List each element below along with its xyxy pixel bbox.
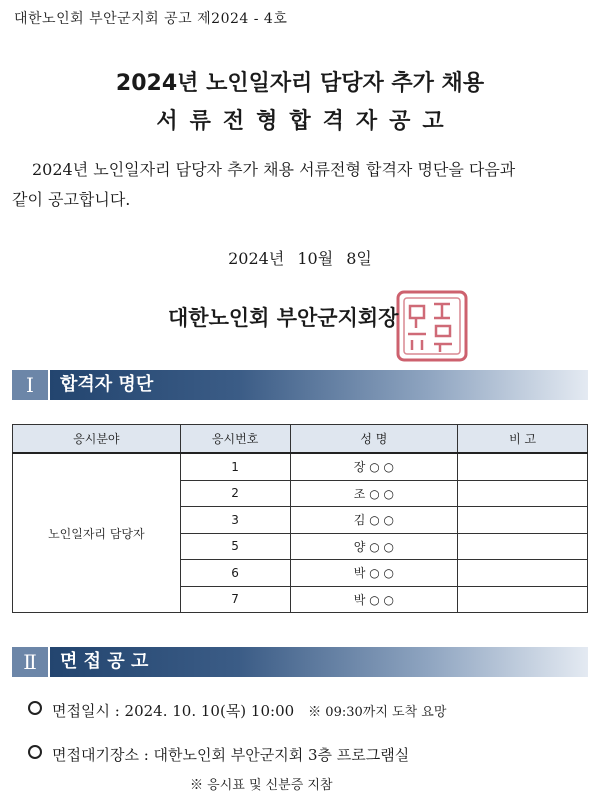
signature: 대한노인회 부안군지회장: [168, 306, 399, 330]
remarks-cell: [458, 560, 588, 587]
header-number: 응시번호: [180, 425, 290, 454]
notice-number: 대한노인회 부안군지회 공고 제2024 - 4호: [14, 11, 288, 27]
results-table: [12, 424, 588, 613]
announcement-date: 2024년 10월 8일: [228, 249, 372, 268]
document-title: 2024년 노인일자리 담당자 추가 채용: [115, 71, 485, 96]
interview-place: [28, 744, 409, 765]
section-number: Ⅰ: [12, 370, 48, 400]
name-cell: 양 ○ ○: [290, 533, 458, 560]
intro-line-2: 같이 공고합니다.: [12, 190, 131, 209]
header-remarks: 비 고: [458, 425, 588, 454]
section-title: 면 접 공 고: [60, 651, 149, 672]
interview-time: [28, 700, 446, 721]
name-cell: 김 ○ ○: [290, 507, 458, 534]
number-cell: 6: [180, 560, 290, 587]
bullet-circle-icon: [28, 701, 42, 715]
interview-time-text: 면접일시 : 2024. 10. 10(목) 10:00: [52, 702, 295, 720]
document-subtitle: 서류전형합격자공고: [156, 109, 456, 134]
section-header-interview: [12, 647, 588, 677]
intro-line-1: 2024년 노인일자리 담당자 추가 채용 서류전형 합격자 명단을 다음과: [32, 160, 516, 179]
remarks-cell: [458, 533, 588, 560]
name-cell: 장 ○ ○: [290, 453, 458, 480]
section-title: 합격자 명단: [60, 374, 154, 395]
table-row: [13, 453, 588, 480]
number-cell: 1: [180, 453, 290, 480]
name-cell: 박 ○ ○: [290, 560, 458, 587]
field-cell: 노인일자리 담당자: [13, 453, 181, 613]
name-cell: 조 ○ ○: [290, 480, 458, 507]
name-cell: 박 ○ ○: [290, 586, 458, 613]
section-number: Ⅱ: [12, 647, 48, 677]
bullet-circle-icon: [28, 745, 42, 759]
number-cell: 7: [180, 586, 290, 613]
official-seal-icon: [394, 288, 470, 364]
number-cell: 3: [180, 507, 290, 534]
interview-place-note: ※ 응시표 및 신분증 지참: [190, 778, 333, 793]
header-field: 응시분야: [13, 425, 181, 454]
remarks-cell: [458, 586, 588, 613]
remarks-cell: [458, 480, 588, 507]
number-cell: 5: [180, 533, 290, 560]
remarks-cell: [458, 507, 588, 534]
interview-place-text: 면접대기장소 : 대한노인회 부안군지회 3층 프로그램실: [52, 746, 410, 764]
number-cell: 2: [180, 480, 290, 507]
section-header-results: [12, 370, 588, 400]
intro-paragraph: [12, 155, 582, 215]
interview-time-note: ※ 09:30까지 도착 요망: [308, 705, 447, 720]
remarks-cell: [458, 453, 588, 480]
header-name: 성 명: [290, 425, 458, 454]
